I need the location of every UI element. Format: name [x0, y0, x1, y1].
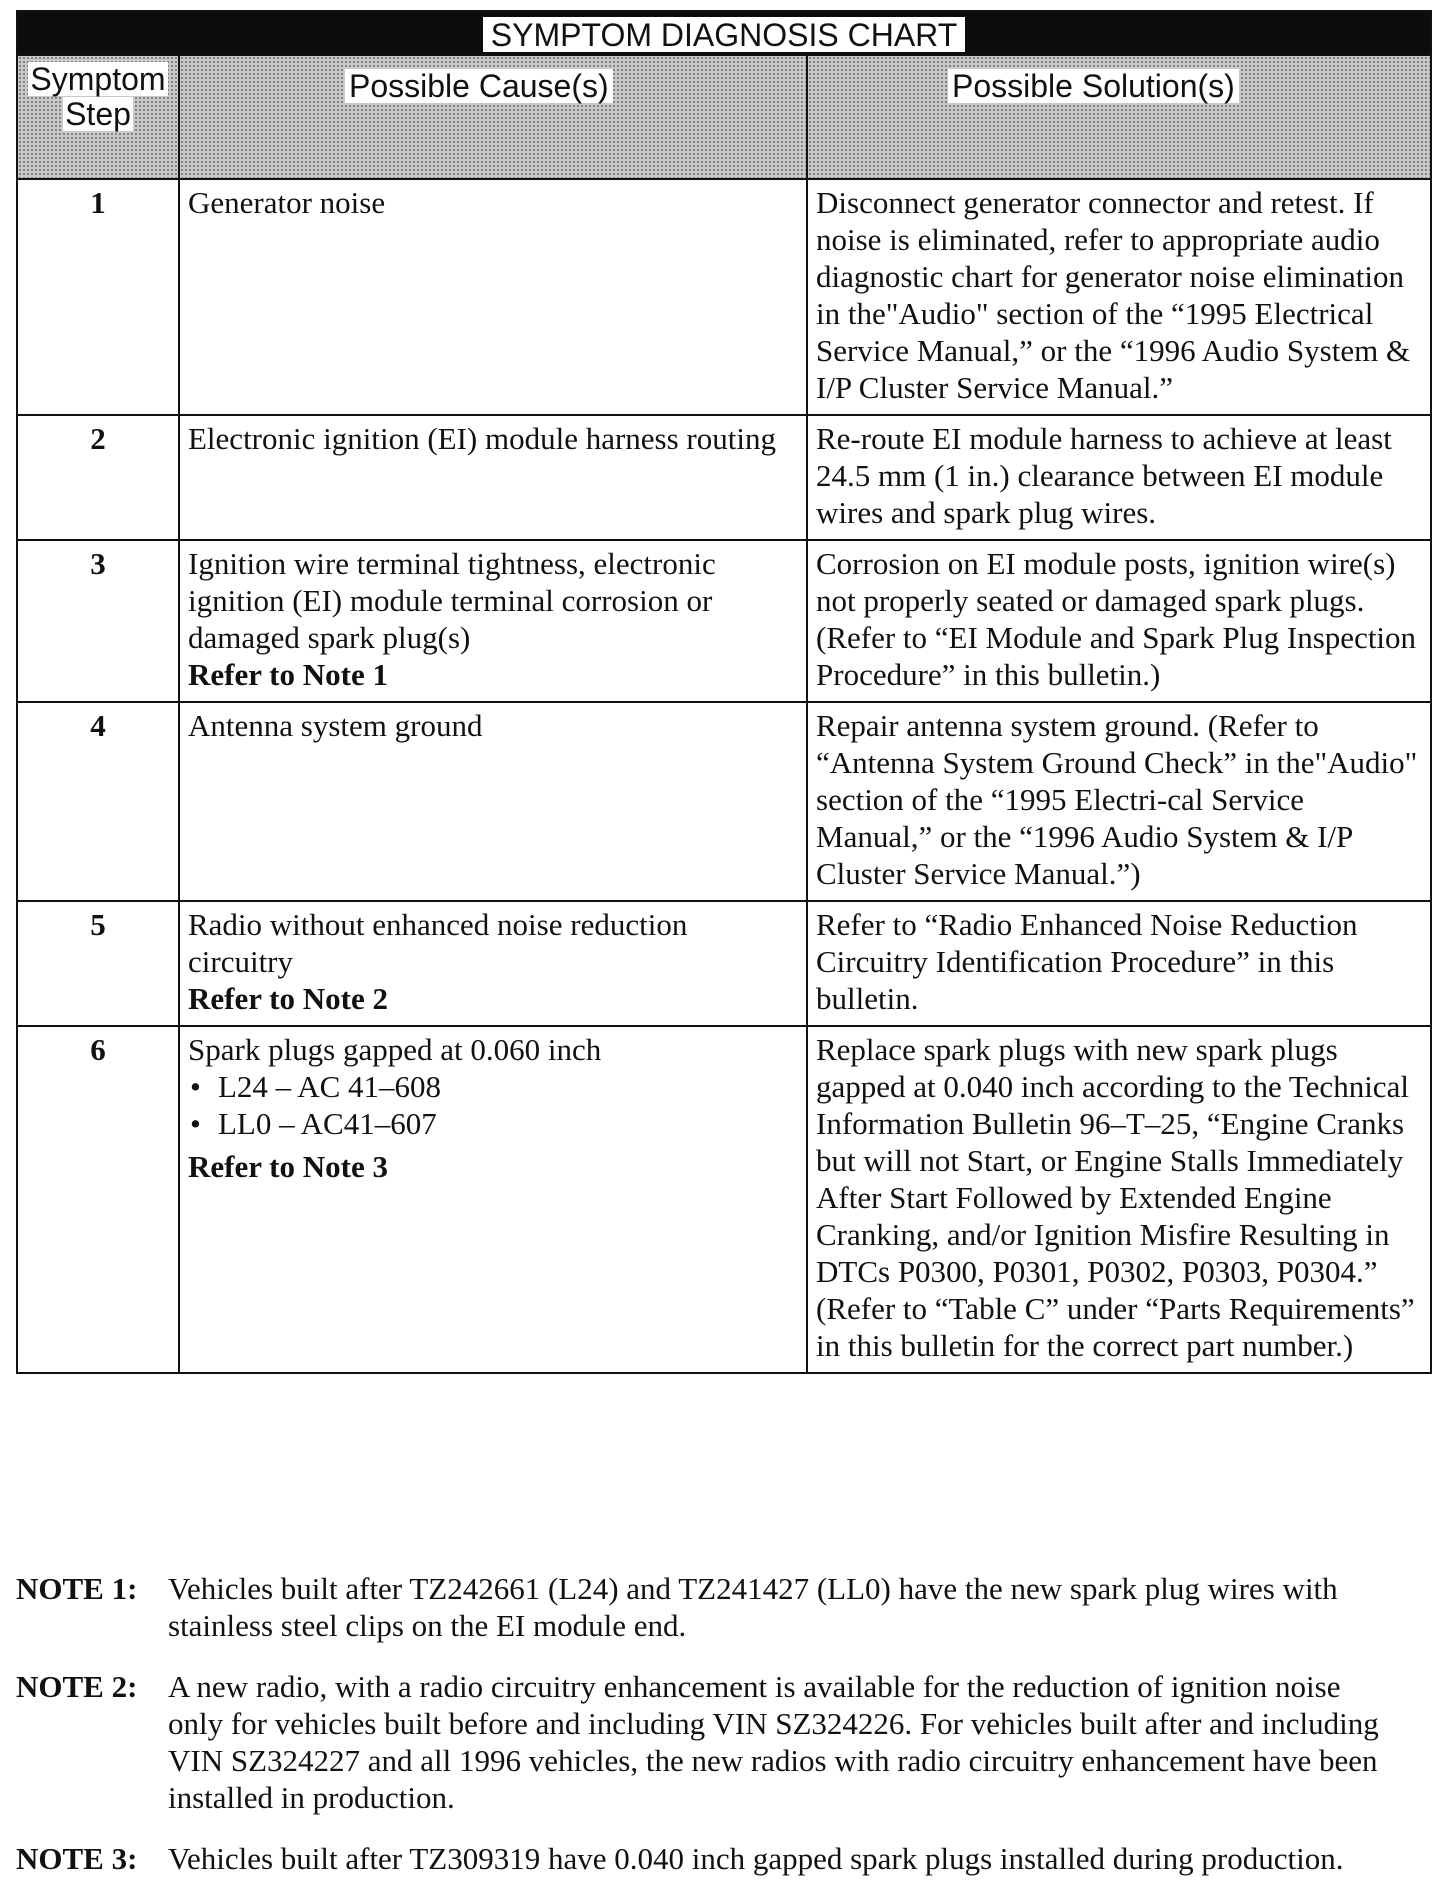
note-text: Vehicles built after TZ242661 (L24) and TZ241427 (LL0) have the new spark plug wires with stainless steel clips on the EI module end. [168, 1571, 1338, 1643]
note-label: NOTE 3: [16, 1841, 138, 1876]
note-reference: Refer to Note 2 [188, 981, 388, 1016]
table-row [17, 702, 1431, 901]
note-reference: Refer to Note 3 [188, 1149, 388, 1184]
step-number: 1 [17, 179, 179, 415]
table-row [17, 1026, 1431, 1373]
step-number: 4 [17, 702, 179, 901]
cause-cell [179, 1026, 807, 1373]
part-number-list [188, 1068, 800, 1148]
table-row [17, 540, 1431, 702]
list-item [188, 1105, 800, 1142]
table-row [17, 415, 1431, 540]
cause-cell [179, 702, 807, 901]
note-label: NOTE 1: [16, 1571, 138, 1606]
step-number: 6 [17, 1026, 179, 1373]
cause-cell [179, 415, 807, 540]
solution-cell: Re-route EI module harness to achieve at least 24.5 mm (1 in.) clearance between EI module wires and spark plug wires. [807, 415, 1431, 540]
cause-text: Generator noise [188, 185, 386, 220]
note-1 [16, 1570, 1436, 1644]
header-step-line1: Symptom [30, 61, 166, 97]
solution-cell: Refer to “Radio Enhanced Noise Reduction Circuitry Identification Procedure” in this bulletin. [807, 901, 1431, 1026]
chart-title: SYMPTOM DIAGNOSIS CHART [483, 17, 965, 52]
cause-text: Antenna system ground [188, 708, 483, 743]
step-number: 2 [17, 415, 179, 540]
note-text: Vehicles built after TZ309319 have 0.040 inch gapped spark plugs installed during production. [168, 1841, 1344, 1876]
cause-text: Spark plugs gapped at 0.060 inch [188, 1032, 602, 1067]
cause-text: Electronic ignition (EI) module harness routing [188, 421, 776, 456]
cause-text: Radio without enhanced noise reduction circuitry [188, 907, 688, 979]
part-number-text: L24 – AC 41–608 [218, 1069, 442, 1104]
step-number: 3 [17, 540, 179, 702]
list-item [188, 1068, 800, 1105]
solution-cell: Replace spark plugs with new spark plugs gapped at 0.040 inch according to the Technical Information Bulletin 96–T–25, “Engine Cranks but will not Start, or Engine Stalls Immediately After Start Followed by Extended Engine Cranking, and/or Ignition Misfire Resulting in DTCs P0300, P0301, P0302, P0303, P0304.” (Refer to “Table C” under “Parts Requirements” in this bulletin for the correct part number.) [807, 1026, 1431, 1373]
header-solution-label: Possible Solution(s) [948, 69, 1239, 103]
notes-section [16, 1570, 1436, 1901]
symptom-diagnosis-chart [16, 10, 1432, 1374]
chart-header-row [17, 55, 1431, 179]
cause-cell [179, 540, 807, 702]
header-possible-causes [179, 55, 807, 179]
solution-cell: Disconnect generator connector and retest. If noise is eliminated, refer to appropriate audio diagnostic chart for generator noise elimination in the"Audio" section of the “1995 Electrical Service Manual,” or the “1996 Audio System & I/P Cluster Service Manual.” [807, 179, 1431, 415]
header-symptom-step [17, 55, 179, 179]
chart-title-cell [17, 11, 1431, 55]
chart-title-row [17, 11, 1431, 55]
note-label: NOTE 2: [16, 1669, 138, 1704]
header-possible-solutions [807, 55, 1431, 179]
solution-cell: Corrosion on EI module posts, ignition wire(s) not properly seated or damaged spark plugs. (Refer to “EI Module and Spark Plug Inspection Procedure” in this bulletin.) [807, 540, 1431, 702]
note-3 [16, 1840, 1436, 1877]
note-reference: Refer to Note 1 [188, 657, 388, 692]
solution-cell: Repair antenna system ground. (Refer to “Antenna System Ground Check” in the"Audio" section of the “1995 Electri-cal Service Manual,” or the “1996 Audio System & I/P Cluster Service Manual.”) [807, 702, 1431, 901]
header-step-line2: Step [65, 96, 131, 132]
bullet-icon: • [190, 1106, 201, 1141]
cause-text: Ignition wire terminal tightness, electronic ignition (EI) module terminal corrosion or damaged spark plug(s) [188, 546, 716, 655]
cause-cell [179, 179, 807, 415]
table-row [17, 179, 1431, 415]
table-row [17, 901, 1431, 1026]
note-2 [16, 1668, 1436, 1816]
header-cause-label: Possible Cause(s) [345, 69, 613, 103]
step-number: 5 [17, 901, 179, 1026]
part-number-text: LL0 – AC41–607 [218, 1106, 437, 1141]
note-text: A new radio, with a radio circuitry enhancement is available for the reduction of ignition noise only for vehicles built before and including VIN SZ324226. For vehicles built after and including VIN SZ324227 and all 1996 vehicles, the new radios with radio circuitry enhancement have been installed in production. [168, 1669, 1379, 1815]
cause-cell [179, 901, 807, 1026]
bullet-icon: • [190, 1069, 201, 1104]
